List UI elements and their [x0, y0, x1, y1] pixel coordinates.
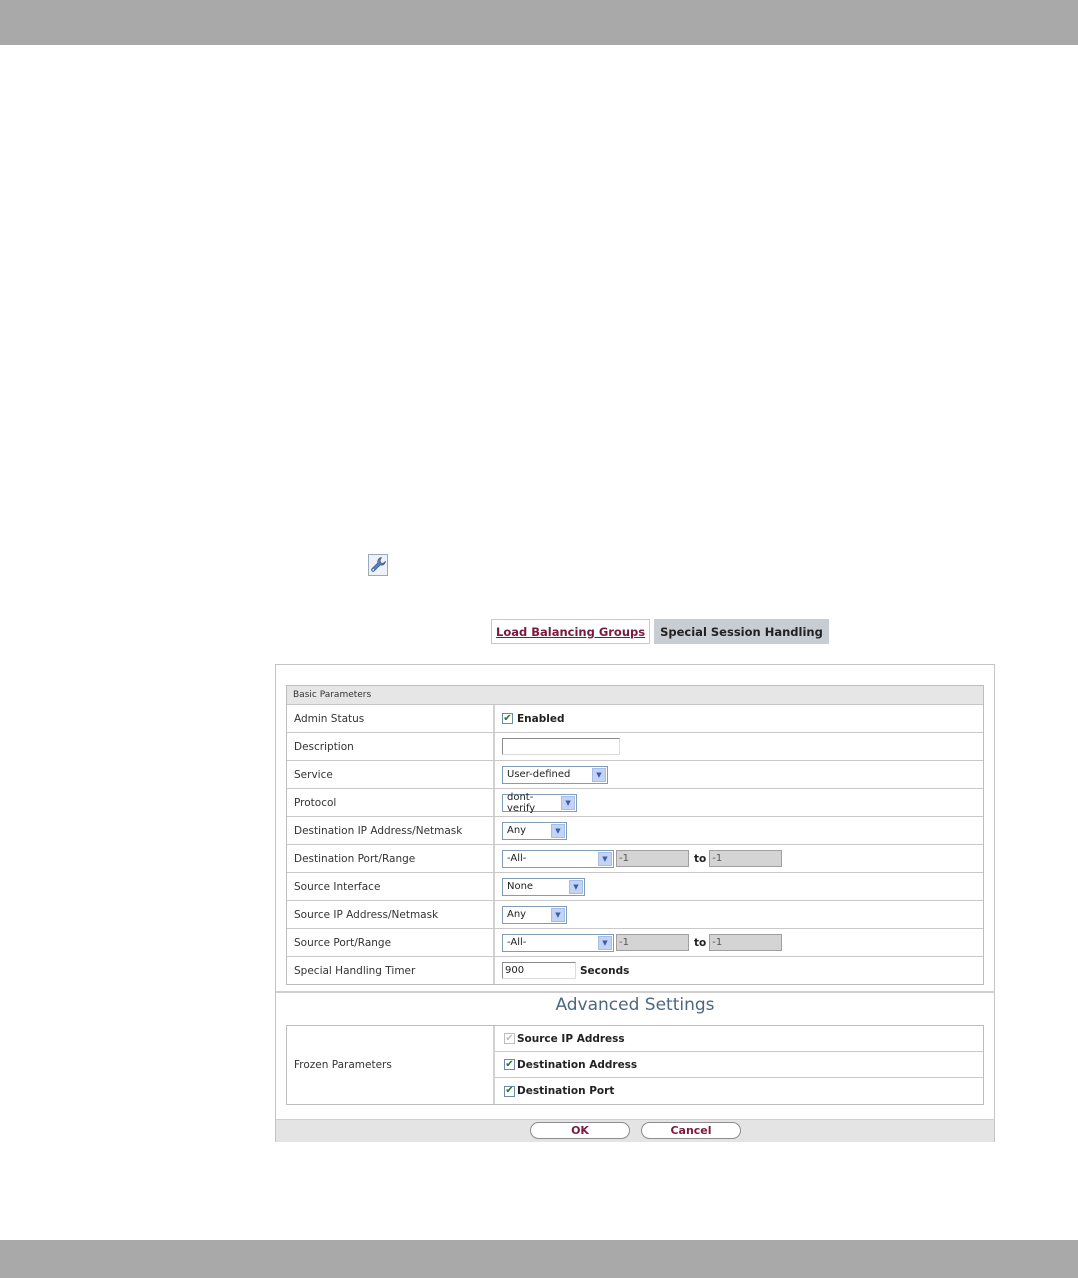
source-ip-select[interactable]	[502, 906, 567, 924]
admin-status-checkbox[interactable]: ✔	[503, 712, 512, 724]
protocol-select-value: dont-verify	[507, 791, 536, 814]
service-select[interactable]	[502, 766, 608, 784]
source-port-from-input[interactable]: -1	[616, 934, 689, 951]
chevron-down-icon: ▼	[551, 908, 565, 922]
cancel-button[interactable]: Cancel	[641, 1122, 741, 1139]
basic-parameters-section	[286, 685, 984, 985]
destination-port-option-label: Destination Port	[517, 1085, 615, 1097]
row-admin-status	[287, 705, 983, 733]
ok-button[interactable]: OK	[530, 1122, 630, 1139]
destination-ip-label: Destination IP Address/Netmask	[287, 817, 495, 844]
chevron-down-icon: ▼	[598, 852, 612, 866]
destination-port-to-label: to	[694, 852, 707, 865]
source-interface-select[interactable]	[502, 878, 585, 896]
row-protocol	[287, 789, 983, 817]
source-ip-address-checkbox[interactable]: ✔	[505, 1032, 514, 1044]
tab-special-session-handling[interactable]: Special Session Handling	[654, 619, 829, 644]
tab-load-balancing-groups[interactable]: Load Balancing Groups	[491, 619, 650, 644]
advanced-settings-section	[286, 1025, 984, 1105]
source-port-select-value: -All-	[507, 937, 527, 948]
row-source-port	[287, 929, 983, 957]
service-select-value: User-defined	[507, 769, 571, 780]
source-ip-address-label: Source IP Address	[517, 1032, 625, 1045]
timer-input[interactable]: 900	[502, 962, 576, 979]
chevron-down-icon: ▼	[592, 768, 606, 782]
frozen-parameters-label: Frozen Parameters	[287, 1026, 495, 1104]
section-title: Basic Parameters	[287, 686, 983, 705]
frozen-option-destination-port	[495, 1078, 983, 1104]
row-destination-ip	[287, 817, 983, 845]
row-special-handling-timer	[287, 957, 983, 984]
chevron-down-icon: ▼	[561, 796, 575, 810]
tab-bar	[491, 619, 829, 644]
description-label: Description	[287, 733, 495, 760]
destination-port-from-input[interactable]: -1	[616, 850, 689, 867]
row-destination-port	[287, 845, 983, 873]
description-input[interactable]	[502, 738, 620, 755]
advanced-divider	[276, 991, 994, 993]
chevron-down-icon: ▼	[569, 880, 583, 894]
chevron-down-icon: ▼	[551, 824, 565, 838]
row-service	[287, 761, 983, 789]
chevron-down-icon: ▼	[598, 936, 612, 950]
protocol-label: Protocol	[287, 789, 495, 816]
timer-unit: Seconds	[580, 964, 630, 977]
row-source-interface	[287, 873, 983, 901]
destination-address-checkbox[interactable]: ✔	[505, 1058, 514, 1070]
source-ip-select-value: Any	[507, 909, 527, 920]
row-frozen-parameters	[287, 1026, 983, 1104]
admin-status-label: Admin Status	[287, 705, 495, 732]
wrench-icon[interactable]	[368, 554, 388, 576]
settings-panel	[275, 664, 995, 1142]
destination-port-select-value: -All-	[507, 853, 527, 864]
destination-port-checkbox[interactable]: ✔	[505, 1085, 514, 1096]
admin-status-checkbox-label: Enabled	[517, 712, 565, 725]
frozen-option-destination-address	[495, 1052, 983, 1078]
bottom-footer-bar	[0, 1240, 1078, 1278]
source-port-label: Source Port/Range	[287, 929, 495, 956]
row-source-ip	[287, 901, 983, 929]
source-interface-select-value: None	[507, 881, 534, 892]
destination-port-select[interactable]	[502, 850, 614, 868]
advanced-settings-title[interactable]: Advanced Settings	[555, 995, 715, 1015]
frozen-option-source-ip	[495, 1026, 983, 1052]
source-interface-label: Source Interface	[287, 873, 495, 900]
source-port-to-input[interactable]: -1	[709, 934, 782, 951]
source-port-select[interactable]	[502, 934, 614, 952]
protocol-select[interactable]	[502, 791, 577, 814]
destination-port-to-input[interactable]: -1	[709, 850, 782, 867]
source-port-to-label: to	[694, 936, 707, 949]
destination-ip-select-value: Any	[507, 825, 527, 836]
destination-port-label: Destination Port/Range	[287, 845, 495, 872]
destination-ip-select[interactable]	[502, 822, 567, 840]
top-header-bar	[0, 0, 1078, 45]
timer-label: Special Handling Timer	[287, 957, 495, 984]
button-bar	[276, 1119, 994, 1142]
row-description	[287, 733, 983, 761]
destination-address-label: Destination Address	[517, 1058, 638, 1071]
source-ip-label: Source IP Address/Netmask	[287, 901, 495, 928]
service-label: Service	[287, 761, 495, 788]
